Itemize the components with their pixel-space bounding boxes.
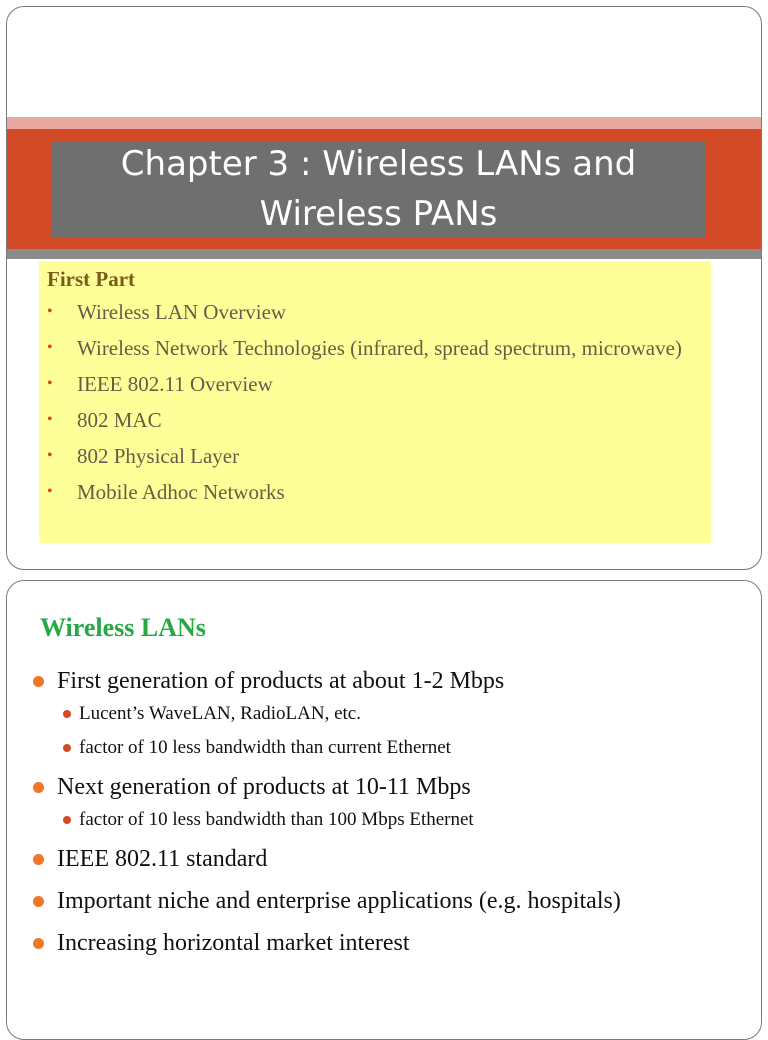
slide-1-title: Chapter 3 : Wireless LANs and Wireless PANs bbox=[120, 144, 637, 234]
bullet-item: Important niche and enterprise applications (e.g. hospitals) bbox=[29, 885, 749, 917]
outline-item: • 802 MAC bbox=[47, 405, 703, 435]
bullet-item: First generation of products at about 1-2 Mbps Lucent’s WaveLAN, RadioLAN, etc. factor of 10 less bandwidth than current Ethernet bbox=[29, 665, 749, 761]
bullet-icon: • bbox=[47, 339, 53, 356]
sub-bullet-item: factor of 10 less bandwidth than 100 Mbps Ethernet bbox=[57, 807, 749, 833]
bullet-icon bbox=[33, 938, 44, 949]
bullet-icon bbox=[33, 896, 44, 907]
slide-2-title: Wireless LANs bbox=[40, 613, 206, 642]
sub-bullet-icon bbox=[63, 710, 71, 718]
header-accent-band bbox=[7, 117, 761, 129]
sub-bullet-icon bbox=[63, 816, 71, 824]
sub-bullet-item: Lucent’s WaveLAN, RadioLAN, etc. bbox=[57, 701, 749, 727]
slide-1 bbox=[6, 6, 762, 570]
outline-item: • 802 Physical Layer bbox=[47, 441, 703, 471]
title-box bbox=[52, 141, 705, 237]
outline-item: • Wireless LAN Overview bbox=[47, 297, 703, 327]
bullet-icon: • bbox=[47, 303, 53, 320]
section-label: First Part bbox=[47, 267, 136, 291]
bullet-icon bbox=[33, 676, 44, 687]
bullet-icon: • bbox=[47, 447, 53, 464]
bullet-icon: • bbox=[47, 483, 53, 500]
bullet-item: Next generation of products at 10-11 Mbps factor of 10 less bandwidth than 100 Mbps Ethernet bbox=[29, 771, 749, 833]
slide-2 bbox=[6, 580, 762, 1040]
outline-item: • Mobile Adhoc Networks bbox=[47, 477, 703, 507]
bullet-icon bbox=[33, 854, 44, 865]
sub-bullet-list bbox=[57, 807, 749, 833]
bullet-item: IEEE 802.11 standard bbox=[29, 843, 749, 875]
bullet-item: Increasing horizontal market interest bbox=[29, 927, 749, 959]
outline-box bbox=[39, 261, 711, 543]
outline-list bbox=[47, 297, 703, 507]
outline-item: • Wireless Network Technologies (infrared, spread spectrum, microwave) bbox=[47, 333, 703, 363]
sub-bullet-list bbox=[57, 701, 749, 761]
sub-bullet-icon bbox=[63, 744, 71, 752]
header-divider bbox=[7, 249, 761, 259]
bullet-icon bbox=[33, 782, 44, 793]
sub-bullet-item: factor of 10 less bandwidth than current Ethernet bbox=[57, 735, 749, 761]
outline-item: • IEEE 802.11 Overview bbox=[47, 369, 703, 399]
bullet-icon: • bbox=[47, 411, 53, 428]
main-bullet-list bbox=[29, 665, 749, 969]
bullet-icon: • bbox=[47, 375, 53, 392]
